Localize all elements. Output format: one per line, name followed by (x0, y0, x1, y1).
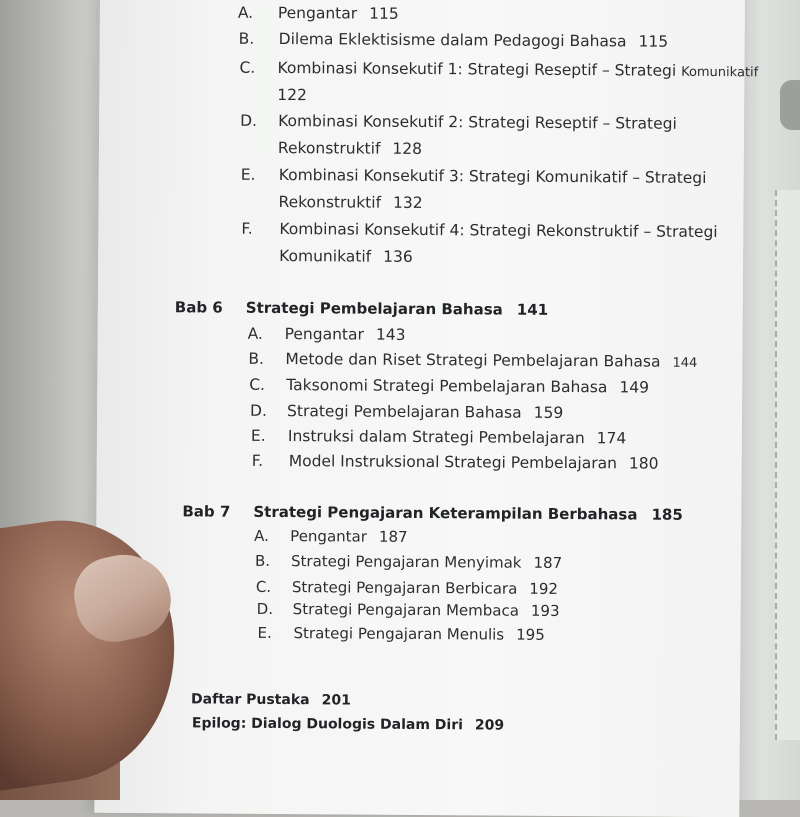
entry-page: 159 (533, 403, 564, 422)
entry-page: 115 (638, 32, 669, 51)
toc-entry-continuation: Rekonstruktif 132 (278, 193, 423, 213)
book-page (94, 0, 759, 817)
entry-title: Strategi Pengajaran Menulis 195 (293, 624, 545, 644)
entry-title: Strategi Pengajaran Menyimak 187 (290, 552, 563, 572)
chapter-page: 185 (651, 505, 683, 524)
entry-letter: A. (237, 3, 254, 22)
entry-page: 115 (369, 4, 399, 23)
entry-title: Pengantar 187 (290, 527, 408, 546)
toc-entry-continuation: Rekonstruktif 128 (277, 138, 423, 159)
entry-letter: F. (241, 219, 253, 238)
entry-title: Strategi Pengajaran Membaca 193 (292, 600, 560, 620)
entry-title: Pengantar 115 (277, 3, 399, 23)
entry-letter: A. (247, 324, 263, 343)
back-matter-page: 201 (321, 692, 351, 709)
entry-letter: E. (240, 165, 256, 184)
entry-page: 193 (530, 601, 560, 620)
entry-page: 128 (392, 139, 423, 159)
adjacent-page-edge (775, 190, 800, 740)
entry-letter: B. (248, 349, 265, 368)
entry-letter: C. (239, 58, 256, 77)
back-matter-entry (192, 715, 504, 733)
entry-page: 174 (596, 429, 627, 448)
back-matter-page: 209 (474, 717, 505, 734)
back-matter-title: Epilog: Dialog Duologis Dalam Diri (191, 715, 463, 734)
chapter-label: Bab 6 (174, 298, 223, 317)
back-matter-entry (191, 691, 351, 708)
entry-page: 149 (619, 378, 650, 397)
entry-title: Kombinasi Konsekutif 2: Strategi Reseptif – Strategi (278, 111, 677, 133)
entry-title: Instruksi dalam Strategi Pembelajaran 174 (287, 427, 627, 448)
entry-letter: C. (249, 375, 266, 394)
entry-page: 187 (533, 553, 563, 572)
entry-letter: D. (250, 401, 268, 420)
entry-letter: C. (255, 577, 272, 596)
entry-page: 122 (277, 85, 307, 105)
chapter-label: Bab 7 (182, 502, 231, 521)
chapter-title: Strategi Pengajaran Keterampilan Berbahasa 185 (253, 502, 683, 524)
entry-page: 143 (375, 325, 406, 344)
entry-letter: D. (240, 111, 258, 130)
entry-title: Kombinasi Konsekutif 1: Strategi Reseptif – Strategi Komunikatif (277, 58, 759, 81)
entry-title: Metode dan Riset Strategi Pembelajaran Bahasa 144 (285, 350, 698, 371)
entry-page: 195 (516, 625, 545, 644)
entry-title: Taksonomi Strategi Pembelajaran Bahasa 149 (286, 376, 650, 397)
entry-title: Pengantar 143 (284, 325, 406, 344)
entry-page: 187 (378, 527, 408, 546)
entry-letter: A. (254, 526, 270, 545)
entry-title: Strategi Pengajaran Berbicara 192 (291, 578, 559, 598)
back-matter-title: Daftar Pustaka (191, 691, 310, 709)
entry-title: Kombinasi Konsekutif 3: Strategi Komunikatif – Strategi (278, 166, 707, 187)
entry-letter: B. (254, 551, 271, 570)
entry-letter: D. (256, 599, 274, 618)
entry-page: 144 (672, 355, 698, 371)
entry-page: 136 (383, 247, 413, 266)
entry-letter: E. (257, 623, 272, 642)
entry-title: Strategi Pembelajaran Bahasa 159 (287, 402, 564, 422)
chapter-page: 141 (516, 300, 549, 319)
entry-title: Model Instruksional Strategi Pembelajaran 180 (288, 452, 659, 473)
entry-title: Dilema Eklektisisme dalam Pedagogi Bahasa 115 (278, 29, 669, 51)
toc-entry-continuation: Komunikatif 136 (279, 247, 413, 266)
entry-page: 132 (393, 193, 423, 213)
entry-page: 180 (628, 454, 659, 473)
adjacent-page-image (780, 80, 800, 130)
toc-entry-continuation (277, 86, 307, 104)
entry-letter: E. (250, 426, 266, 445)
entry-title: Kombinasi Konsekutif 4: Strategi Rekonstruktif – Strategi (279, 220, 718, 242)
entry-letter: F. (251, 451, 264, 470)
chapter-title: Strategi Pembelajaran Bahasa 141 (245, 298, 549, 319)
entry-letter: B. (238, 29, 255, 48)
entry-page: 192 (529, 579, 559, 598)
